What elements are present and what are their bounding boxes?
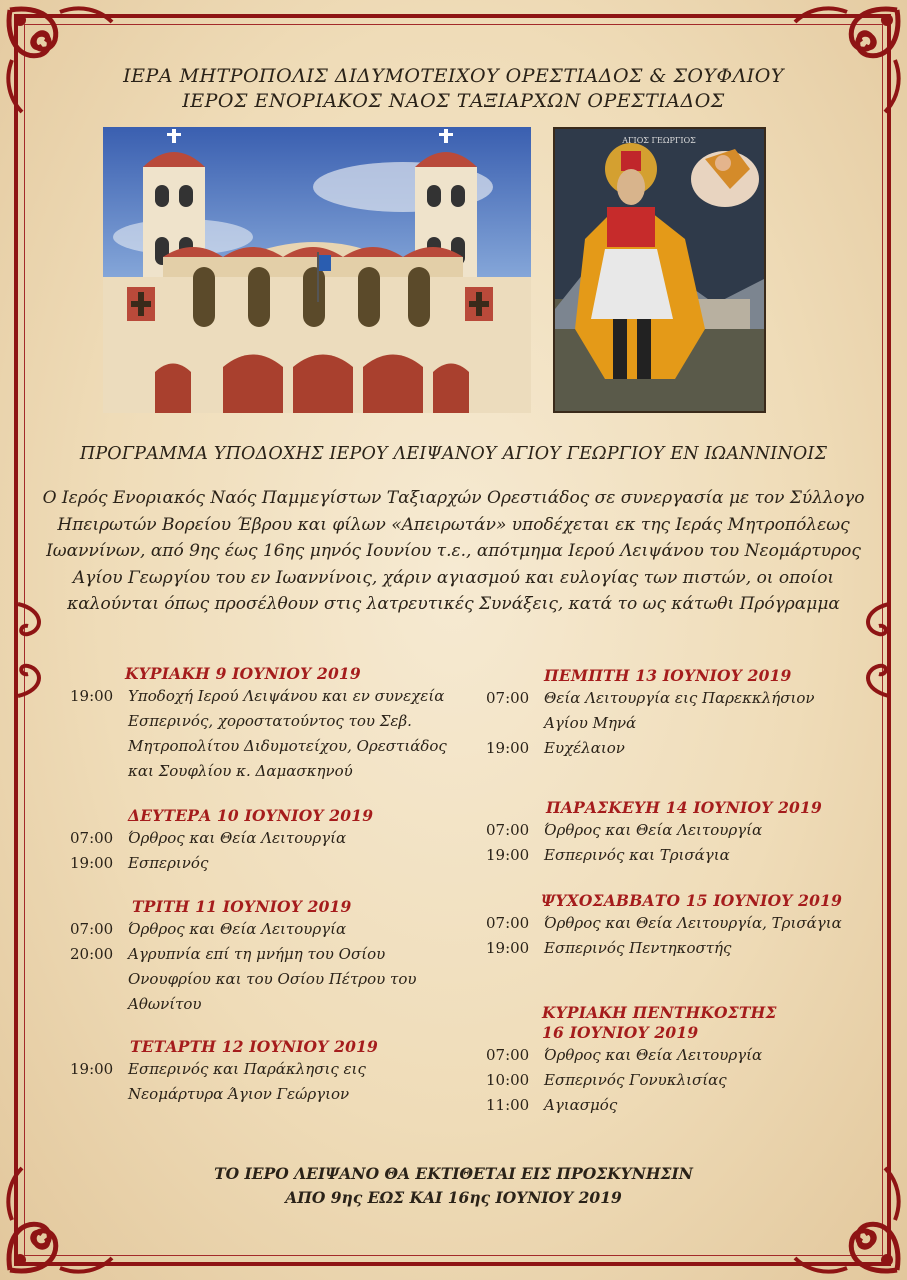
day-title: ΚΥΡΙΑΚΗ 9 ΙΟΥΝΙΟΥ 2019 bbox=[125, 664, 361, 683]
footer-line-2: ΑΠΟ 9ης ΕΩΣ ΚΑΙ 16ης ΙΟΥΝΙΟΥ 2019 bbox=[285, 1188, 622, 1207]
schedule-entry bbox=[486, 1043, 866, 1068]
schedule-entry bbox=[70, 1057, 450, 1107]
side-scroll-ornament-icon bbox=[859, 640, 893, 700]
day-block-wednesday bbox=[70, 1037, 450, 1107]
day-title: ΠΑΡΑΣΚΕΥΗ 14 ΙΟΥΝΙΟΥ 2019 bbox=[546, 798, 823, 817]
day-title: ΤΡΙΤΗ 11 ΙΟΥΝΙΟΥ 2019 bbox=[132, 897, 352, 916]
day-block-pentecost-sunday bbox=[486, 1003, 866, 1118]
entry-time: 07:00 bbox=[486, 1046, 530, 1064]
entry-time: 07:00 bbox=[486, 914, 530, 932]
entry-text: Όρθρος και Θεία Λειτουργία bbox=[128, 920, 347, 938]
schedule-entry bbox=[70, 917, 430, 942]
entry-time: 19:00 bbox=[70, 854, 114, 872]
entry-text: Εσπερινός Πεντηκοστής bbox=[544, 939, 732, 957]
day-title: ΨΥΧΟΣΑΒΒΑΤΟ 15 ΙΟΥΝΙΟΥ 2019 bbox=[541, 891, 843, 910]
entry-time: 20:00 bbox=[70, 945, 114, 963]
schedule-entry bbox=[70, 826, 470, 851]
footer-note bbox=[0, 1162, 907, 1210]
header-metropolis-line: ΙΕΡΑ ΜΗΤΡΟΠΟΛΙΣ ΔΙΔΥΜΟΤΕΙΧΟΥ ΟΡΕΣΤΙΑΔΟΣ & ΣΟΥΦΛΙΟΥ bbox=[123, 65, 784, 87]
schedule-entry bbox=[486, 911, 866, 936]
entry-time: 19:00 bbox=[486, 846, 530, 864]
entry-text: Εσπερινός bbox=[128, 854, 209, 872]
entry-time: 07:00 bbox=[486, 821, 530, 839]
entry-time: 07:00 bbox=[70, 920, 114, 938]
schedule-entry bbox=[486, 736, 826, 761]
entry-text: Αγρυπνία επί τη μνήμη του Οσίου Ονουφρίου και του Οσίου Πέτρου του Αθωνίτου bbox=[128, 945, 417, 1013]
entry-text: Όρθρος και Θεία Λειτουργία bbox=[128, 829, 347, 847]
intro-paragraph: Ο Ιερός Ενοριακός Ναός Παμμεγίστων Ταξιαρχών Ορεστιάδος σε συνεργασία με τον Σύλλογο Ηπειρωτών Βορείου Έβρου και φίλων «Απειρωτάν» υποδέχεται εκ της Ιεράς Μητροπόλεως Ιωαννίνων, από 9ης έως 16ης μηνός Ιουνίου τ.ε., απότμημα Ιερού Λειψάνου του Νεομάρτυρος Αγίου Γεωργίου του εν Ιωαννίνοις, χάριν αγιασμού και ευλογίας των πιστών, οι οποίοι καλούνται όπως προσέλθουν στις λατρευτικές Συνάξεις, κατά το ως κάτωθι Πρόγραμμα bbox=[42, 488, 865, 614]
entry-text: Εσπερινός και Τρισάγια bbox=[544, 846, 730, 864]
entry-time: 19:00 bbox=[70, 687, 114, 705]
schedule-entry bbox=[486, 1093, 866, 1118]
day-title: ΠΕΜΠΤΗ 13 ΙΟΥΝΙΟΥ 2019 bbox=[544, 666, 792, 685]
program-title: ΠΡΟΓΡΑΜΜΑ ΥΠΟΔΟΧΗΣ ΙΕΡΟΥ ΛΕΙΨΑΝΟΥ ΑΓΙΟΥ ΓΕΩΡΓΙΟΥ ΕΝ ΙΩΑΝΝΙΝΟΙΣ bbox=[79, 444, 828, 464]
header bbox=[0, 64, 907, 114]
entry-time: 11:00 bbox=[486, 1096, 530, 1114]
entry-time: 07:00 bbox=[486, 689, 530, 707]
entry-time: 19:00 bbox=[486, 939, 530, 957]
schedule-entry bbox=[70, 942, 430, 1017]
entry-time: 07:00 bbox=[70, 829, 114, 847]
day-block-saturday bbox=[486, 891, 866, 961]
day-title: ΔΕΥΤΕΡΑ 10 ΙΟΥΝΙΟΥ 2019 bbox=[128, 806, 374, 825]
entry-text: Υποδοχή Ιερού Λειψάνου και εν συνεχεία Εσπερινός, χοροστατούντος του Σεβ. Μητροπολίτου Διδυμοτείχου, Ορεστιάδος και Σουφλίου κ. Δαμασκηνού bbox=[128, 687, 447, 780]
entry-time: 19:00 bbox=[70, 1060, 114, 1078]
schedule-entry bbox=[70, 684, 470, 784]
day-block-friday bbox=[486, 798, 866, 868]
svg-text:ΑΓΙΟΣ ΓΕΩΡΓΙΟΣ: ΑΓΙΟΣ ΓΕΩΡΓΙΟΣ bbox=[622, 136, 696, 145]
entry-text: Ευχέλαιον bbox=[544, 739, 625, 757]
schedule-entry bbox=[486, 843, 866, 868]
footer-line-1: ΤΟ ΙΕΡΟ ΛΕΙΨΑΝΟ ΘΑ ΕΚΤΙΘΕΤΑΙ ΕΙΣ ΠΡΟΣΚΥΝΗΣΙΝ bbox=[214, 1164, 693, 1183]
day-block-monday bbox=[70, 806, 470, 876]
entry-text: Εσπερινός Γονυκλισίας bbox=[544, 1071, 727, 1089]
entry-time: 10:00 bbox=[486, 1071, 530, 1089]
schedule-entry bbox=[486, 818, 866, 843]
schedule-entry bbox=[486, 1068, 866, 1093]
side-scroll-ornament-icon bbox=[14, 640, 48, 700]
entry-text: Αγιασμός bbox=[544, 1096, 618, 1114]
entry-time: 19:00 bbox=[486, 739, 530, 757]
entry-text: Θεία Λειτουργία εις Παρεκκλήσιον Αγίου Μηνά bbox=[544, 689, 815, 732]
entry-text: Όρθρος και Θεία Λειτουργία, Τρισάγια bbox=[544, 914, 842, 932]
schedule-entry bbox=[486, 936, 866, 961]
day-title: ΤΕΤΑΡΤΗ 12 ΙΟΥΝΙΟΥ 2019 bbox=[130, 1037, 379, 1056]
day-block-tuesday bbox=[70, 897, 430, 1017]
day-block-sunday bbox=[70, 664, 470, 784]
schedule-entry bbox=[486, 686, 826, 736]
entry-text: Όρθρος και Θεία Λειτουργία bbox=[544, 1046, 763, 1064]
schedule-entry bbox=[70, 851, 470, 876]
header-parish-line: ΙΕΡΟΣ ΕΝΟΡΙΑΚΟΣ ΝΑΟΣ ΤΑΞΙΑΡΧΩΝ ΟΡΕΣΤΙΑΔΟΣ bbox=[182, 90, 725, 112]
saint-icon-painting bbox=[553, 127, 766, 413]
day-title: ΚΥΡΙΑΚΗ ΠΕΝΤΗΚΟΣΤΗΣ 16 ΙΟΥΝΙΟΥ 2019 bbox=[542, 1003, 777, 1042]
entry-text: Εσπερινός και Παράκλησις εις Νεομάρτυρα Άγιον Γεώργιον bbox=[128, 1060, 366, 1103]
day-block-thursday bbox=[486, 666, 826, 761]
church-photo bbox=[103, 127, 531, 413]
entry-text: Όρθρος και Θεία Λειτουργία bbox=[544, 821, 763, 839]
